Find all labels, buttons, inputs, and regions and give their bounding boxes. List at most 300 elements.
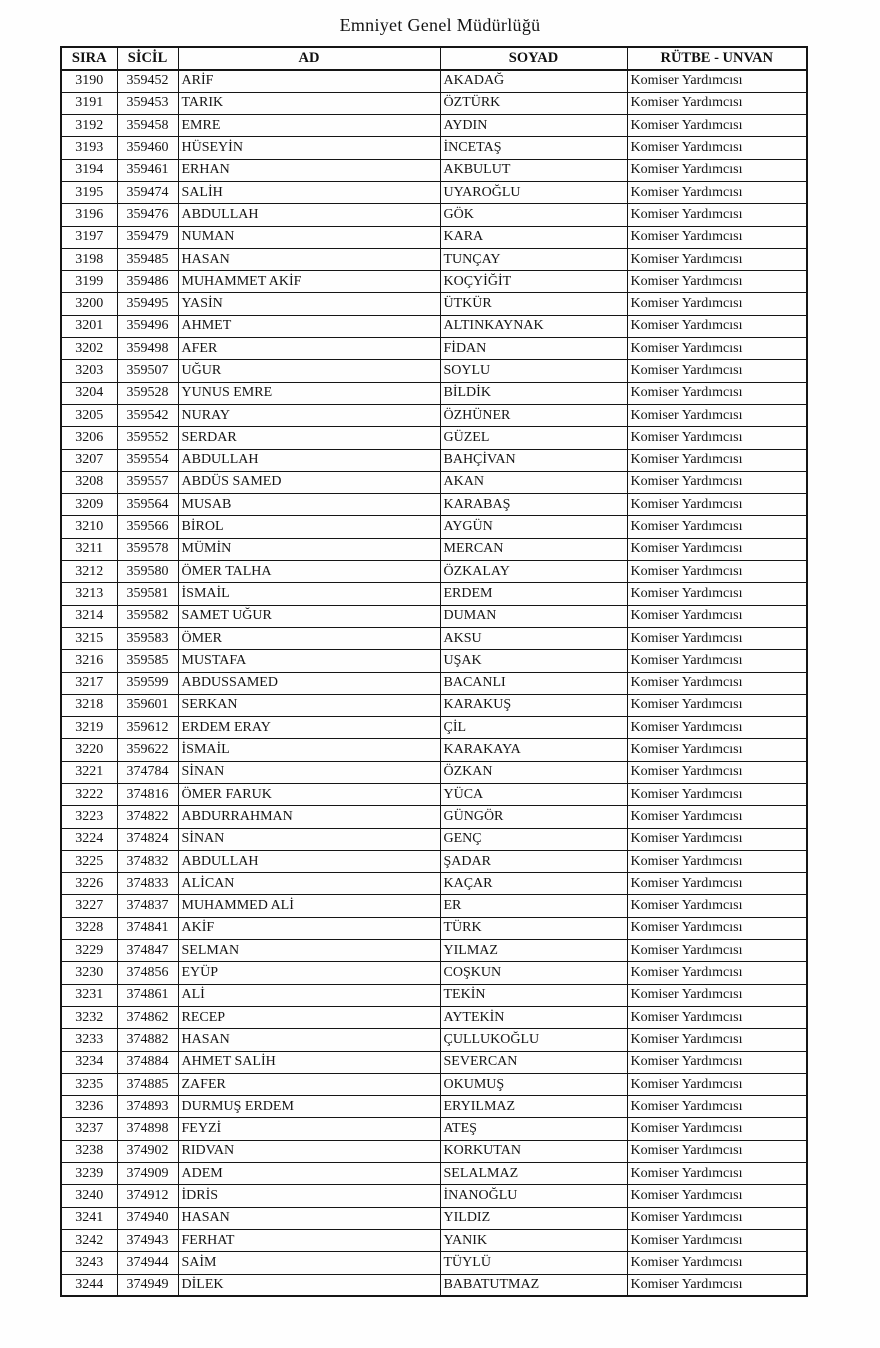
cell-rutbe: Komiser Yardımcısı	[627, 471, 807, 493]
cell-soyad: KARAKAYA	[440, 739, 627, 761]
cell-sira: 3223	[61, 806, 117, 828]
table-row	[61, 449, 807, 471]
cell-sira: 3235	[61, 1073, 117, 1095]
cell-ad: DURMUŞ ERDEM	[178, 1096, 440, 1118]
cell-soyad: AYGÜN	[440, 516, 627, 538]
cell-ad: AKİF	[178, 917, 440, 939]
cell-rutbe: Komiser Yardımcısı	[627, 1073, 807, 1095]
cell-sicil: 359578	[117, 538, 178, 560]
cell-ad: HÜSEYİN	[178, 137, 440, 159]
cell-sicil: 374944	[117, 1252, 178, 1274]
cell-rutbe: Komiser Yardımcısı	[627, 962, 807, 984]
cell-sira: 3199	[61, 271, 117, 293]
cell-soyad: ÖZKALAY	[440, 561, 627, 583]
cell-soyad: SEVERCAN	[440, 1051, 627, 1073]
table-header-row	[61, 47, 807, 70]
cell-sira: 3201	[61, 315, 117, 337]
cell-soyad: KARAKUŞ	[440, 694, 627, 716]
cell-ad: MUHAMMET AKİF	[178, 271, 440, 293]
cell-sira: 3224	[61, 828, 117, 850]
cell-sira: 3215	[61, 627, 117, 649]
table-row	[61, 494, 807, 516]
cell-soyad: GENÇ	[440, 828, 627, 850]
header-sira: SIRA	[61, 47, 117, 70]
cell-soyad: YÜCA	[440, 784, 627, 806]
table-row	[61, 583, 807, 605]
cell-soyad: AYDIN	[440, 115, 627, 137]
cell-rutbe: Komiser Yardımcısı	[627, 739, 807, 761]
cell-sira: 3222	[61, 784, 117, 806]
cell-sicil: 359476	[117, 204, 178, 226]
table-row	[61, 1096, 807, 1118]
cell-ad: NUMAN	[178, 226, 440, 248]
cell-ad: SAMET UĞUR	[178, 605, 440, 627]
cell-sicil: 359507	[117, 360, 178, 382]
cell-soyad: KOÇYİĞİT	[440, 271, 627, 293]
table-row	[61, 70, 807, 92]
cell-sira: 3229	[61, 940, 117, 962]
table-row	[61, 137, 807, 159]
cell-sira: 3200	[61, 293, 117, 315]
cell-sicil: 374824	[117, 828, 178, 850]
cell-ad: ABDURRAHMAN	[178, 806, 440, 828]
table-row	[61, 761, 807, 783]
cell-sicil: 374833	[117, 873, 178, 895]
cell-sira: 3202	[61, 338, 117, 360]
cell-sicil: 359474	[117, 181, 178, 203]
cell-sira: 3239	[61, 1163, 117, 1185]
header-soyad: SOYAD	[440, 47, 627, 70]
cell-soyad: KAÇAR	[440, 873, 627, 895]
cell-soyad: ÜTKÜR	[440, 293, 627, 315]
cell-soyad: SELALMAZ	[440, 1163, 627, 1185]
cell-ad: İSMAİL	[178, 583, 440, 605]
cell-sira: 3205	[61, 404, 117, 426]
cell-rutbe: Komiser Yardımcısı	[627, 1185, 807, 1207]
cell-rutbe: Komiser Yardımcısı	[627, 315, 807, 337]
table-row	[61, 248, 807, 270]
cell-rutbe: Komiser Yardımcısı	[627, 583, 807, 605]
cell-sira: 3230	[61, 962, 117, 984]
cell-ad: EMRE	[178, 115, 440, 137]
cell-sira: 3204	[61, 382, 117, 404]
cell-ad: BİROL	[178, 516, 440, 538]
cell-soyad: OKUMUŞ	[440, 1073, 627, 1095]
cell-ad: ERDEM ERAY	[178, 717, 440, 739]
cell-soyad: AKBULUT	[440, 159, 627, 181]
cell-soyad: KARA	[440, 226, 627, 248]
table-row	[61, 1118, 807, 1140]
cell-soyad: ERYILMAZ	[440, 1096, 627, 1118]
cell-rutbe: Komiser Yardımcısı	[627, 1252, 807, 1274]
cell-sira: 3241	[61, 1207, 117, 1229]
cell-rutbe: Komiser Yardımcısı	[627, 115, 807, 137]
header-rutbe: RÜTBE - UNVAN	[627, 47, 807, 70]
table-row	[61, 516, 807, 538]
table-row	[61, 694, 807, 716]
cell-soyad: AYTEKİN	[440, 1006, 627, 1028]
cell-rutbe: Komiser Yardımcısı	[627, 1229, 807, 1251]
cell-sicil: 359528	[117, 382, 178, 404]
cell-ad: MUSAB	[178, 494, 440, 516]
cell-sicil: 374837	[117, 895, 178, 917]
cell-ad: MÜMİN	[178, 538, 440, 560]
cell-sira: 3213	[61, 583, 117, 605]
table-row	[61, 605, 807, 627]
cell-ad: AHMET SALİH	[178, 1051, 440, 1073]
cell-soyad: İNANOĞLU	[440, 1185, 627, 1207]
cell-sira: 3197	[61, 226, 117, 248]
cell-rutbe: Komiser Yardımcısı	[627, 427, 807, 449]
cell-sira: 3212	[61, 561, 117, 583]
cell-rutbe: Komiser Yardımcısı	[627, 449, 807, 471]
cell-sicil: 359564	[117, 494, 178, 516]
cell-rutbe: Komiser Yardımcısı	[627, 1118, 807, 1140]
cell-rutbe: Komiser Yardımcısı	[627, 694, 807, 716]
table-row	[61, 181, 807, 203]
cell-soyad: BAHÇİVAN	[440, 449, 627, 471]
cell-sira: 3236	[61, 1096, 117, 1118]
cell-rutbe: Komiser Yardımcısı	[627, 650, 807, 672]
cell-ad: RIDVAN	[178, 1140, 440, 1162]
cell-soyad: ERDEM	[440, 583, 627, 605]
cell-rutbe: Komiser Yardımcısı	[627, 561, 807, 583]
cell-sira: 3217	[61, 672, 117, 694]
cell-ad: NURAY	[178, 404, 440, 426]
cell-ad: SERKAN	[178, 694, 440, 716]
table-row	[61, 1252, 807, 1274]
cell-rutbe: Komiser Yardımcısı	[627, 70, 807, 92]
table-row	[61, 293, 807, 315]
cell-soyad: YILDIZ	[440, 1207, 627, 1229]
cell-soyad: DUMAN	[440, 605, 627, 627]
table-row	[61, 159, 807, 181]
cell-sicil: 359599	[117, 672, 178, 694]
table-row	[61, 1051, 807, 1073]
cell-rutbe: Komiser Yardımcısı	[627, 494, 807, 516]
table-row	[61, 940, 807, 962]
cell-sicil: 374949	[117, 1274, 178, 1296]
cell-soyad: ER	[440, 895, 627, 917]
cell-rutbe: Komiser Yardımcısı	[627, 1163, 807, 1185]
cell-sicil: 374885	[117, 1073, 178, 1095]
cell-ad: ADEM	[178, 1163, 440, 1185]
table-row	[61, 962, 807, 984]
table-row	[61, 1229, 807, 1251]
cell-soyad: TEKİN	[440, 984, 627, 1006]
cell-sira: 3194	[61, 159, 117, 181]
cell-rutbe: Komiser Yardımcısı	[627, 784, 807, 806]
cell-sira: 3195	[61, 181, 117, 203]
table-row	[61, 650, 807, 672]
cell-sira: 3203	[61, 360, 117, 382]
table-row	[61, 717, 807, 739]
table-row	[61, 1163, 807, 1185]
cell-rutbe: Komiser Yardımcısı	[627, 137, 807, 159]
cell-ad: ALİCAN	[178, 873, 440, 895]
cell-sira: 3206	[61, 427, 117, 449]
cell-sira: 3198	[61, 248, 117, 270]
cell-soyad: GÜZEL	[440, 427, 627, 449]
cell-sicil: 374912	[117, 1185, 178, 1207]
table-row	[61, 1006, 807, 1028]
cell-ad: TARIK	[178, 92, 440, 114]
cell-sicil: 359601	[117, 694, 178, 716]
cell-sira: 3196	[61, 204, 117, 226]
cell-sicil: 359566	[117, 516, 178, 538]
cell-sicil: 359622	[117, 739, 178, 761]
cell-ad: ABDULLAH	[178, 204, 440, 226]
cell-rutbe: Komiser Yardımcısı	[627, 338, 807, 360]
cell-sira: 3238	[61, 1140, 117, 1162]
table-row	[61, 315, 807, 337]
cell-sira: 3208	[61, 471, 117, 493]
table-row	[61, 917, 807, 939]
cell-rutbe: Komiser Yardımcısı	[627, 806, 807, 828]
cell-sicil: 359479	[117, 226, 178, 248]
cell-sicil: 359460	[117, 137, 178, 159]
cell-soyad: ATEŞ	[440, 1118, 627, 1140]
cell-ad: YUNUS EMRE	[178, 382, 440, 404]
cell-ad: FEYZİ	[178, 1118, 440, 1140]
cell-sira: 3228	[61, 917, 117, 939]
cell-ad: SALİH	[178, 181, 440, 203]
cell-sira: 3244	[61, 1274, 117, 1296]
table-row	[61, 850, 807, 872]
cell-sicil: 359612	[117, 717, 178, 739]
cell-sicil: 374822	[117, 806, 178, 828]
cell-sicil: 374847	[117, 940, 178, 962]
header-ad: AD	[178, 47, 440, 70]
personnel-table	[60, 46, 808, 1297]
cell-ad: ABDÜS SAMED	[178, 471, 440, 493]
cell-sira: 3209	[61, 494, 117, 516]
cell-rutbe: Komiser Yardımcısı	[627, 1207, 807, 1229]
page-title: Emniyet Genel Müdürlüğü	[339, 15, 541, 35]
cell-sicil: 374841	[117, 917, 178, 939]
cell-soyad: İNCETAŞ	[440, 137, 627, 159]
cell-ad: MUHAMMED ALİ	[178, 895, 440, 917]
cell-ad: YASİN	[178, 293, 440, 315]
cell-ad: ÖMER FARUK	[178, 784, 440, 806]
cell-sicil: 359485	[117, 248, 178, 270]
cell-sira: 3218	[61, 694, 117, 716]
cell-sicil: 374893	[117, 1096, 178, 1118]
cell-sira: 3216	[61, 650, 117, 672]
table-row	[61, 271, 807, 293]
table-row	[61, 538, 807, 560]
table-row	[61, 627, 807, 649]
cell-soyad: KARABAŞ	[440, 494, 627, 516]
cell-sira: 3210	[61, 516, 117, 538]
table-row	[61, 382, 807, 404]
table-row	[61, 828, 807, 850]
cell-sicil: 374832	[117, 850, 178, 872]
table-row	[61, 672, 807, 694]
cell-ad: ABDULLAH	[178, 850, 440, 872]
cell-soyad: ÇULLUKOĞLU	[440, 1029, 627, 1051]
cell-ad: ÖMER	[178, 627, 440, 649]
cell-sicil: 359580	[117, 561, 178, 583]
table-row	[61, 1029, 807, 1051]
cell-soyad: GÖK	[440, 204, 627, 226]
cell-sicil: 359461	[117, 159, 178, 181]
cell-sira: 3190	[61, 70, 117, 92]
table-row	[61, 471, 807, 493]
cell-soyad: ÖZKAN	[440, 761, 627, 783]
cell-ad: SİNAN	[178, 761, 440, 783]
cell-sira: 3193	[61, 137, 117, 159]
cell-sira: 3242	[61, 1229, 117, 1251]
table-row	[61, 1140, 807, 1162]
cell-sicil: 374816	[117, 784, 178, 806]
cell-sicil: 359585	[117, 650, 178, 672]
cell-ad: SAİM	[178, 1252, 440, 1274]
cell-sicil: 359581	[117, 583, 178, 605]
cell-rutbe: Komiser Yardımcısı	[627, 717, 807, 739]
cell-sira: 3221	[61, 761, 117, 783]
cell-sira: 3219	[61, 717, 117, 739]
cell-sira: 3231	[61, 984, 117, 1006]
table-row	[61, 873, 807, 895]
cell-ad: ABDULLAH	[178, 449, 440, 471]
table-row	[61, 806, 807, 828]
cell-sicil: 359452	[117, 70, 178, 92]
table-row	[61, 1207, 807, 1229]
cell-rutbe: Komiser Yardımcısı	[627, 181, 807, 203]
cell-rutbe: Komiser Yardımcısı	[627, 895, 807, 917]
cell-soyad: TUNÇAY	[440, 248, 627, 270]
cell-sicil: 374861	[117, 984, 178, 1006]
cell-sicil: 359498	[117, 338, 178, 360]
cell-rutbe: Komiser Yardımcısı	[627, 1140, 807, 1162]
table-row	[61, 561, 807, 583]
cell-sira: 3240	[61, 1185, 117, 1207]
cell-ad: AFER	[178, 338, 440, 360]
cell-soyad: AKAN	[440, 471, 627, 493]
cell-sira: 3220	[61, 739, 117, 761]
cell-rutbe: Komiser Yardımcısı	[627, 516, 807, 538]
cell-ad: AHMET	[178, 315, 440, 337]
cell-sicil: 359486	[117, 271, 178, 293]
cell-soyad: BACANLI	[440, 672, 627, 694]
table-body	[61, 70, 807, 1296]
cell-rutbe: Komiser Yardımcısı	[627, 1006, 807, 1028]
cell-sira: 3207	[61, 449, 117, 471]
cell-rutbe: Komiser Yardımcısı	[627, 984, 807, 1006]
cell-soyad: TÜYLÜ	[440, 1252, 627, 1274]
cell-rutbe: Komiser Yardımcısı	[627, 293, 807, 315]
cell-sicil: 359582	[117, 605, 178, 627]
cell-sira: 3233	[61, 1029, 117, 1051]
cell-ad: ABDUSSAMED	[178, 672, 440, 694]
cell-sicil: 359557	[117, 471, 178, 493]
cell-soyad: FİDAN	[440, 338, 627, 360]
cell-ad: HASAN	[178, 248, 440, 270]
cell-rutbe: Komiser Yardımcısı	[627, 226, 807, 248]
cell-ad: SERDAR	[178, 427, 440, 449]
cell-soyad: BABATUTMAZ	[440, 1274, 627, 1296]
cell-sicil: 374943	[117, 1229, 178, 1251]
cell-sira: 3232	[61, 1006, 117, 1028]
cell-sira: 3234	[61, 1051, 117, 1073]
cell-ad: ÖMER TALHA	[178, 561, 440, 583]
cell-rutbe: Komiser Yardımcısı	[627, 761, 807, 783]
cell-soyad: ÖZTÜRK	[440, 92, 627, 114]
cell-sira: 3243	[61, 1252, 117, 1274]
cell-soyad: KORKUTAN	[440, 1140, 627, 1162]
cell-rutbe: Komiser Yardımcısı	[627, 1029, 807, 1051]
cell-rutbe: Komiser Yardımcısı	[627, 873, 807, 895]
cell-ad: ERHAN	[178, 159, 440, 181]
cell-rutbe: Komiser Yardımcısı	[627, 1096, 807, 1118]
cell-soyad: YILMAZ	[440, 940, 627, 962]
cell-soyad: ÖZHÜNER	[440, 404, 627, 426]
cell-ad: SELMAN	[178, 940, 440, 962]
cell-rutbe: Komiser Yardımcısı	[627, 404, 807, 426]
cell-sira: 3226	[61, 873, 117, 895]
cell-soyad: ALTINKAYNAK	[440, 315, 627, 337]
cell-sira: 3192	[61, 115, 117, 137]
cell-ad: MUSTAFA	[178, 650, 440, 672]
table-row	[61, 226, 807, 248]
table-row	[61, 984, 807, 1006]
table-row	[61, 739, 807, 761]
table-row	[61, 404, 807, 426]
cell-ad: RECEP	[178, 1006, 440, 1028]
cell-sicil: 374862	[117, 1006, 178, 1028]
cell-rutbe: Komiser Yardımcısı	[627, 1051, 807, 1073]
cell-sira: 3191	[61, 92, 117, 114]
cell-sicil: 374784	[117, 761, 178, 783]
cell-sicil: 374882	[117, 1029, 178, 1051]
cell-sicil: 374902	[117, 1140, 178, 1162]
table-row	[61, 427, 807, 449]
cell-soyad: BİLDİK	[440, 382, 627, 404]
table-row	[61, 204, 807, 226]
cell-ad: ALİ	[178, 984, 440, 1006]
cell-ad: ARİF	[178, 70, 440, 92]
cell-rutbe: Komiser Yardımcısı	[627, 271, 807, 293]
cell-rutbe: Komiser Yardımcısı	[627, 627, 807, 649]
cell-sicil: 359495	[117, 293, 178, 315]
table-row	[61, 1274, 807, 1296]
cell-ad: İDRİS	[178, 1185, 440, 1207]
table-row	[61, 1185, 807, 1207]
cell-sicil: 374884	[117, 1051, 178, 1073]
cell-soyad: ŞADAR	[440, 850, 627, 872]
cell-sicil: 374856	[117, 962, 178, 984]
cell-sira: 3211	[61, 538, 117, 560]
cell-rutbe: Komiser Yardımcısı	[627, 605, 807, 627]
cell-soyad: AKADAĞ	[440, 70, 627, 92]
cell-ad: İSMAİL	[178, 739, 440, 761]
cell-soyad: UŞAK	[440, 650, 627, 672]
cell-soyad: SOYLU	[440, 360, 627, 382]
table-row	[61, 784, 807, 806]
table-row	[61, 1073, 807, 1095]
cell-rutbe: Komiser Yardımcısı	[627, 382, 807, 404]
cell-rutbe: Komiser Yardımcısı	[627, 92, 807, 114]
cell-sicil: 374898	[117, 1118, 178, 1140]
cell-ad: EYÜP	[178, 962, 440, 984]
cell-sira: 3237	[61, 1118, 117, 1140]
cell-sira: 3214	[61, 605, 117, 627]
cell-sicil: 359496	[117, 315, 178, 337]
cell-sicil: 359453	[117, 92, 178, 114]
cell-sira: 3225	[61, 850, 117, 872]
table-row	[61, 895, 807, 917]
